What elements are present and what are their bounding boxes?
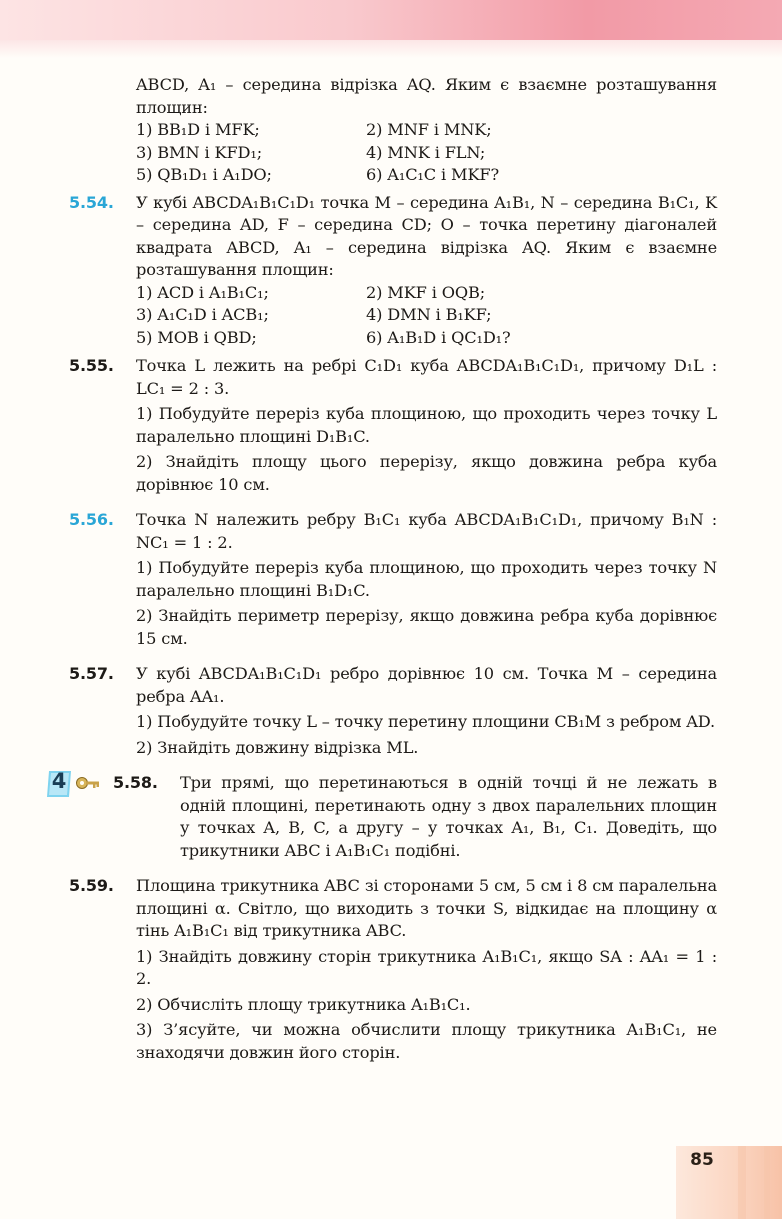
option: 4) DMN і B₁KF;: [366, 305, 492, 324]
option: 1) ACD і A₁B₁C₁;: [136, 282, 269, 302]
problem-5-58: [51, 769, 717, 862]
option: 2) MNF і MNK;: [366, 120, 492, 139]
difficulty-level: 4: [51, 769, 67, 793]
problem-number: 5.55.: [69, 356, 114, 375]
page-number: 85: [690, 1150, 714, 1170]
exercise-list: [51, 74, 717, 1077]
problem-5-53-continuation: [69, 74, 717, 187]
problem-part: 1) Побудуйте переріз куба площиною, що проходить через точку N паралельно площині B₁D₁C.: [136, 558, 717, 600]
option: 3) BMN і KFD₁;: [136, 142, 263, 162]
problem-part: 2) Знайдіть периметр перерізу, якщо довжина ребра куба дорівнює 15 см.: [136, 606, 717, 648]
option: 5) QB₁D₁ і A₁DO;: [136, 165, 272, 184]
difficulty-level-badge: [45, 769, 73, 799]
problem-5-56: [69, 509, 717, 650]
problem-number: 5.56.: [69, 510, 114, 529]
problem-number: 5.59.: [69, 876, 114, 895]
problem-text: У кубі ABCDA₁B₁C₁D₁ точка M – середина A₁B₁, N – середина B₁C₁, K – середина AD, F – середина CD; O – точка перетину діагоналей квадрата ABCD, A₁ – середина відрізка AQ. Яким є взаємне розташування площин:: [136, 192, 717, 279]
option: 2) MKF і OQB;: [366, 282, 486, 302]
problem-text: ABCD, A₁ – середина відрізка AQ. Яким є взаємне розташування площин:: [136, 75, 717, 117]
problem-text: Площина трикутника ABC зі сторонами 5 см, 5 см і 8 см паралельна площині α. Світло, що виходить з точки S, відкидає на площину α тінь A₁B₁C₁ від трикутника ABC.: [136, 876, 717, 940]
problem-text: Три прямі, що перетинаються в одній точці й не лежать в одній площині, перетинають одну з двох паралельних площин у точках A, B, C, а другу – у точках A₁, B₁, C₁. Доведіть, що трикутники ABC і A₁B₁C₁ подібні.: [180, 773, 717, 860]
problem-text: У кубі ABCDA₁B₁C₁D₁ ребро дорівнює 10 см. Точка M – середина ребра AA₁.: [136, 664, 717, 706]
option: 6) A₁C₁C і MKF?: [366, 165, 499, 184]
problem-number: 5.54.: [69, 192, 114, 212]
options-grid: [136, 119, 717, 187]
problem-part: 1) Побудуйте переріз куба площиною, що проходить через точку L паралельно площині D₁B₁C.: [136, 404, 717, 446]
problem-part: 2) Знайдіть площу цього перерізу, якщо довжина ребра куба дорівнює 10 см.: [136, 452, 717, 494]
problem-text: Точка L лежить на ребрі C₁D₁ куба ABCDA₁B₁C₁D₁, причому D₁L : LC₁ = 2 : 3.: [136, 356, 717, 398]
option: 6) A₁B₁D і QC₁D₁?: [366, 327, 511, 347]
problem-5-55: [69, 355, 717, 496]
problem-text: Точка N належить ребру B₁C₁ куба ABCDA₁B₁C₁D₁, причому B₁N : NC₁ = 1 : 2.: [136, 510, 717, 552]
problem-5-54: [69, 192, 717, 350]
problem-number: 5.58.: [113, 773, 158, 792]
problem-badges: [45, 769, 101, 799]
problem-part: 2) Знайдіть довжину відрізка ML.: [136, 737, 419, 757]
options-grid: [136, 282, 717, 350]
problem-part: 2) Обчисліть площу трикутника A₁B₁C₁.: [136, 994, 471, 1014]
key-icon: [75, 775, 101, 793]
page-header-band: [0, 0, 782, 40]
problem-number: 5.57.: [69, 664, 114, 683]
problem-part: 3) З’ясуйте, чи можна обчислити площу трикутника A₁B₁C₁, не знаходячи довжин його сторін.: [136, 1020, 717, 1062]
option: 1) BB₁D і MFK;: [136, 120, 260, 139]
option: 3) A₁C₁D і ACB₁;: [136, 305, 269, 324]
problem-part: 1) Побудуйте точку L – точку перетину площини CB₁M з ребром AD.: [136, 712, 716, 731]
problem-part: 1) Знайдіть довжину сторін трикутника A₁B₁C₁, якщо SA : AA₁ = 1 : 2.: [136, 946, 717, 988]
problem-5-59: [69, 875, 717, 1064]
problem-5-57: [69, 663, 717, 759]
option: 5) MOB і QBD;: [136, 327, 257, 347]
option: 4) MNK і FLN;: [366, 142, 486, 162]
